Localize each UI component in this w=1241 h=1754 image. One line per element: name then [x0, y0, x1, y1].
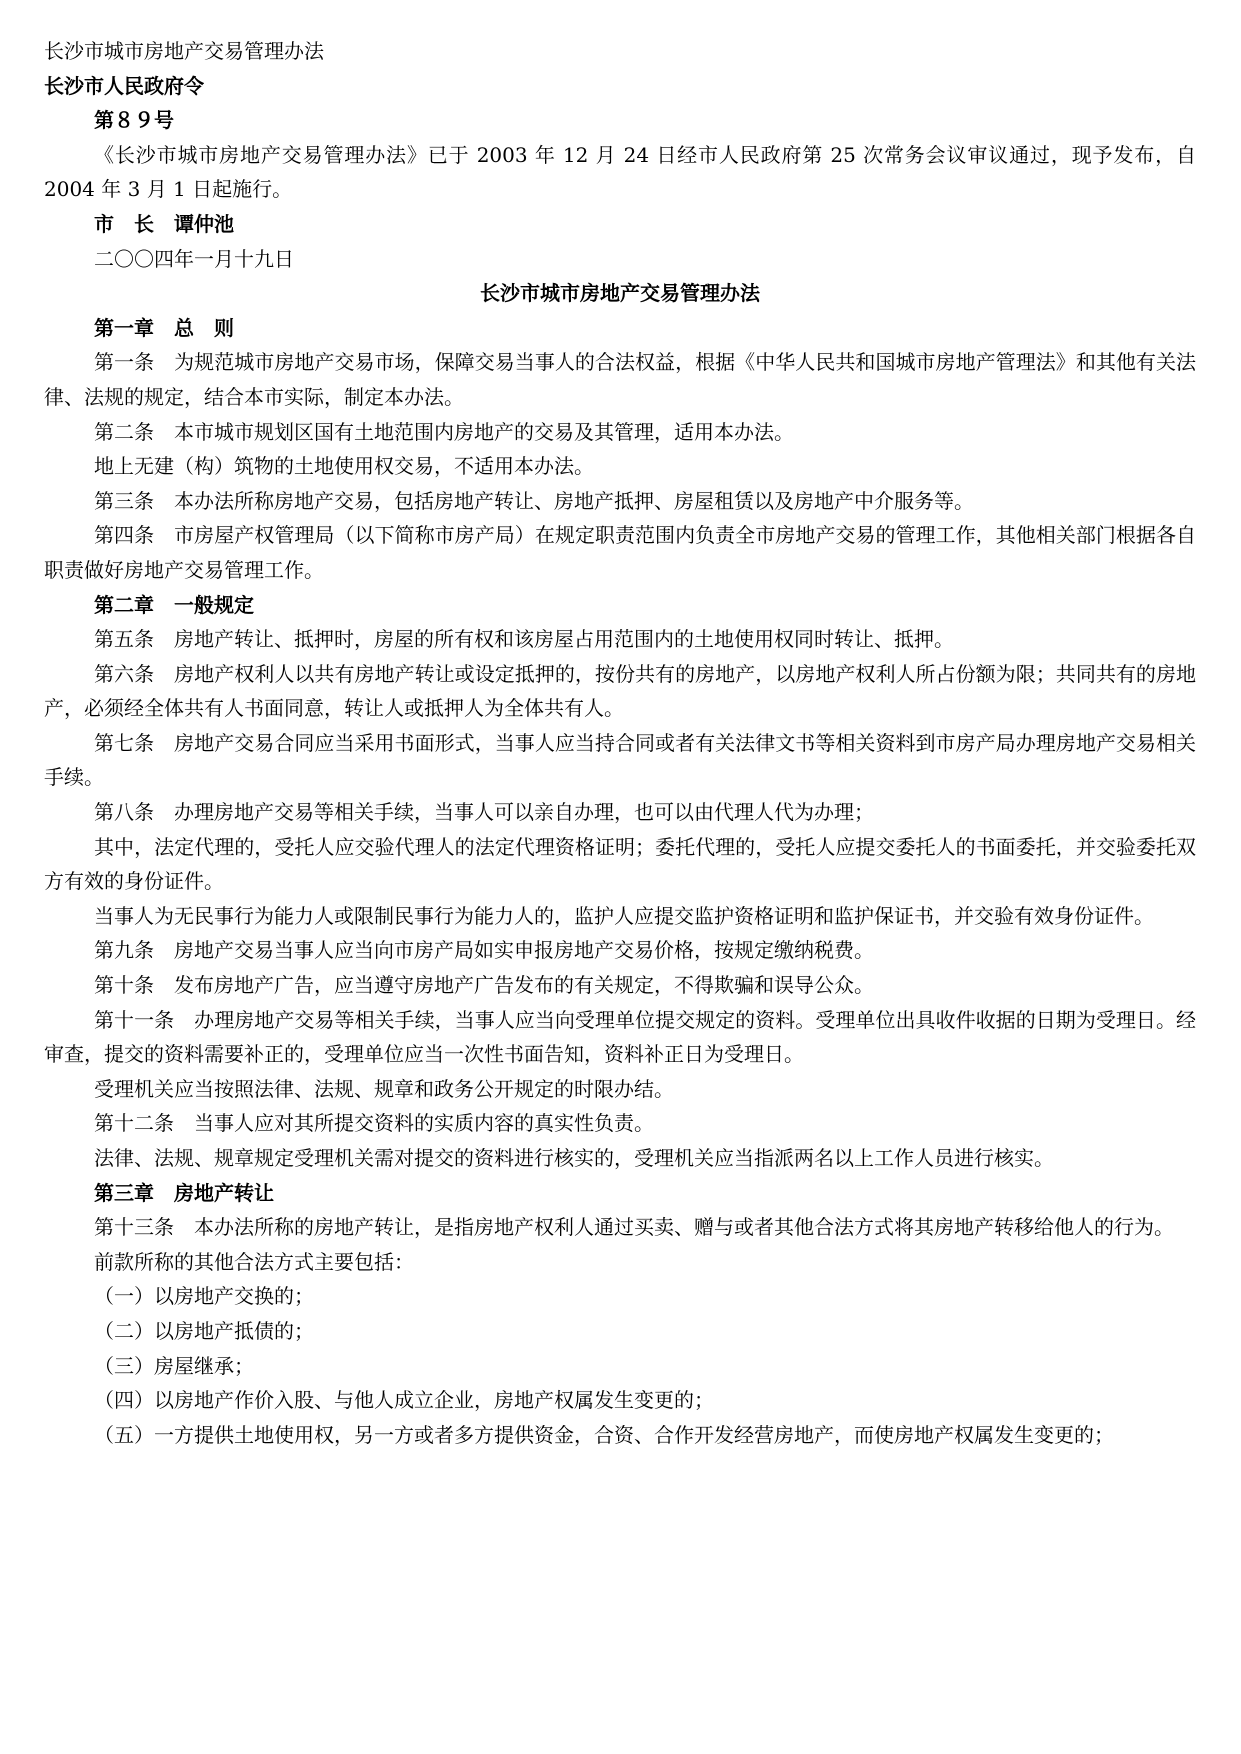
- mayor-signature: 市 长 谭仲池: [94, 211, 234, 236]
- article-12: 第十二条 当事人应对其所提交资料的实质内容的真实性负责。: [94, 1111, 654, 1136]
- article-7: 第七条 房地产交易合同应当采用书面形式，当事人应当持合同或者有关法律文书等相关资料到市房产局办理房地产交易相关手续。: [44, 730, 1196, 790]
- chapter-3-heading: 第三章 房地产转让: [94, 1180, 274, 1205]
- list-item-1: （一）以房地产交换的；: [94, 1284, 314, 1309]
- list-item-4: （四）以房地产作价入股、与他人成立企业，房地产权属发生变更的；: [94, 1388, 714, 1413]
- order-number: 第８９号: [94, 108, 174, 133]
- article-4: 第四条 市房屋产权管理局（以下简称市房产局）在规定职责范围内负责全市房地产交易的管理工作，其他相关部门根据各自职责做好房地产交易管理工作。: [44, 523, 1196, 582]
- government-order-heading: 长沙市人民政府令: [44, 73, 204, 98]
- list-item-3: （三）房屋继承；: [94, 1353, 254, 1378]
- article-2: 第二条 本市城市规划区国有土地范围内房地产的交易及其管理，适用本办法。: [94, 419, 794, 444]
- article-8-paragraph-2: 其中，法定代理的，受托人应交验代理人的法定代理资格证明；委托代理的，受托人应提交委托人的书面委托，并交验委托双方有效的身份证件。: [44, 834, 1196, 894]
- document-page: [44, 34, 1196, 1452]
- article-3: 第三条 本办法所称房地产交易，包括房地产转让、房地产抵押、房屋租赁以及房地产中介服务等。: [94, 488, 974, 513]
- chapter-1-heading: 第一章 总 则: [94, 315, 234, 340]
- article-11: 第十一条 办理房地产交易等相关手续，当事人应当向受理单位提交规定的资料。受理单位出具收件收据的日期为受理日。经审查，提交的资料需要补正的，受理单位应当一次性书面告知，资料补正日为受理日。: [44, 1007, 1196, 1067]
- promulgation-paragraph: 《长沙市城市房地产交易管理办法》已于 2003 年 12 月 24 日经市人民政府第 25 次常务会议审议通过，现予发布，自 2004 年 3 月 1 日起施行。: [44, 142, 1196, 202]
- article-8: 第八条 办理房地产交易等相关手续，当事人可以亲自办理，也可以由代理人代为办理；: [94, 800, 874, 825]
- document-top-title: 长沙市城市房地产交易管理办法: [44, 39, 324, 63]
- article-12-paragraph-2: 法律、法规、规章规定受理机关需对提交的资料进行核实的，受理机关应当指派两名以上工作人员进行核实。: [94, 1146, 1054, 1170]
- article-6: 第六条 房地产权利人以共有房地产转让或设定抵押的，按份共有的房地产，以房地产权利人所占份额为限；共同共有的房地产，必须经全体共有人书面同意，转让人或抵押人为全体共有人。: [44, 661, 1196, 721]
- promulgation-date: 二〇〇四年一月十九日: [94, 246, 294, 271]
- article-9: 第九条 房地产交易当事人应当向市房产局如实申报房地产交易价格，按规定缴纳税费。: [94, 938, 874, 963]
- article-13: 第十三条 本办法所称的房地产转让，是指房地产权利人通过买卖、赠与或者其他合法方式将其房地产转移给他人的行为。: [94, 1215, 1174, 1240]
- article-2-paragraph-2: 地上无建（构）筑物的土地使用权交易，不适用本办法。: [94, 454, 594, 479]
- article-8-paragraph-3: 当事人为无民事行为能力人或限制民事行为能力人的，监护人应提交监护资格证明和监护保证书，并交验有效身份证件。: [94, 903, 1154, 928]
- main-title: 长沙市城市房地产交易管理办法: [480, 281, 760, 306]
- chapter-2-heading: 第二章 一般规定: [94, 592, 254, 617]
- list-item-2: （二）以房地产抵债的；: [94, 1318, 314, 1343]
- article-13-paragraph-2: 前款所称的其他合法方式主要包括：: [94, 1249, 414, 1274]
- article-11-paragraph-2: 受理机关应当按照法律、法规、规章和政务公开规定的时限办结。: [94, 1076, 674, 1101]
- article-5: 第五条 房地产转让、抵押时，房屋的所有权和该房屋占用范围内的土地使用权同时转让、抵押。: [94, 627, 954, 652]
- article-1: 第一条 为规范城市房地产交易市场，保障交易当事人的合法权益，根据《中华人民共和国城市房地产管理法》和其他有关法律、法规的规定，结合本市实际，制定本办法。: [44, 350, 1196, 409]
- article-10: 第十条 发布房地产广告，应当遵守房地产广告发布的有关规定，不得欺骗和误导公众。: [94, 973, 874, 998]
- list-item-5: （五）一方提供土地使用权，另一方或者多方提供资金，合资、合作开发经营房地产，而使房地产权属发生变更的；: [94, 1422, 1114, 1447]
